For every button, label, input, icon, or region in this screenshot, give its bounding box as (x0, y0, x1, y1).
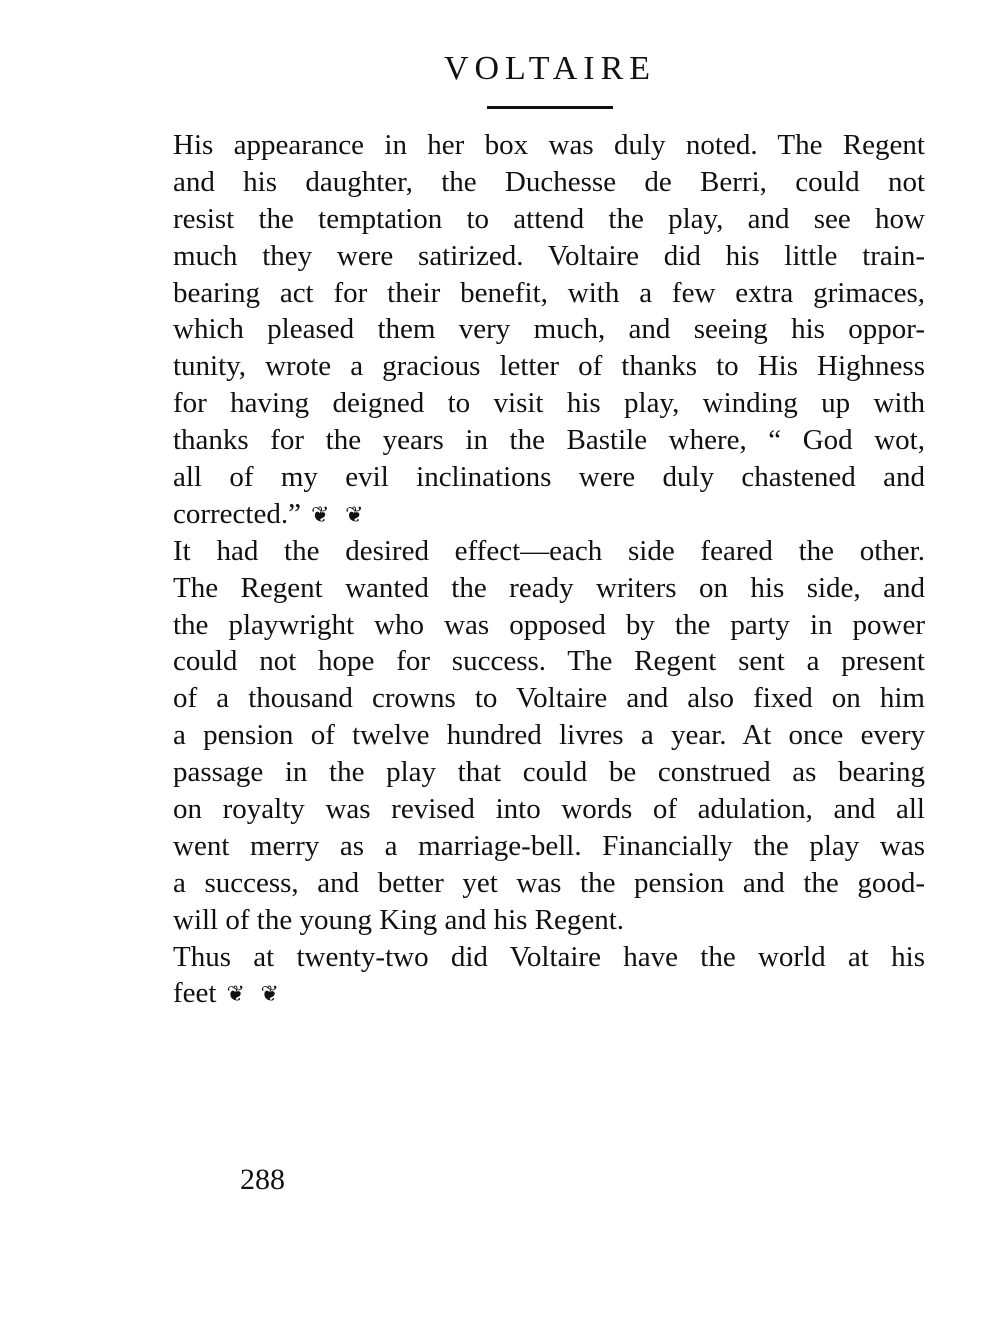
page-number: 288 (240, 1163, 285, 1196)
text-line: bearing act for their benefit, with a few extra grimaces, (173, 276, 925, 309)
text-line: It had the desired effect—each side feared the other. (173, 534, 925, 567)
text-line: could not hope for success. The Regent sent a present (173, 645, 925, 678)
paragraph-end-line (173, 975, 925, 1012)
text-line: of a thousand crowns to Voltaire and also fixed on him (173, 682, 925, 715)
text-line: will of the young King and his Regent. (173, 903, 625, 936)
fleuron-ornament-icon: ❦ ❦ (226, 982, 283, 1008)
text-line: resist the temptation to attend the play, and see how (173, 202, 925, 235)
text-line: a success, and better yet was the pension and the good- (173, 866, 925, 899)
text-line: and his daughter, the Duchesse de Berri, could not (173, 165, 925, 198)
fleuron-ornament-icon: ❦ ❦ (310, 502, 368, 528)
body-text (173, 127, 925, 1012)
text-line-content: corrected.” (173, 497, 301, 530)
text-line-content: feet (173, 977, 217, 1010)
text-line: on royalty was revised into words of adulation, and all (173, 793, 925, 826)
head-rule (487, 106, 613, 109)
text-line: thanks for the years in the Bastile where, “ God wot, (173, 424, 925, 457)
paragraph-end-line (173, 496, 925, 533)
text-line: for having deigned to visit his play, winding up with (173, 387, 925, 420)
text-line: the playwright who was opposed by the party in power (173, 608, 925, 641)
text-line: which pleased them very much, and seeing his oppor- (173, 313, 925, 346)
text-line: a pension of twelve hundred livres a year. At once every (173, 719, 925, 752)
text-line: went merry as a marriage-bell. Financially the play was (173, 829, 925, 862)
text-line: much they were satirized. Voltaire did his little train- (173, 239, 925, 272)
text-line: Thus at twenty-two did Voltaire have the world at his (173, 940, 925, 973)
text-line: passage in the play that could be construed as bearing (173, 756, 925, 789)
text-line: The Regent wanted the ready writers on his side, and (173, 571, 925, 604)
text-line: His appearance in her box was duly noted. The Regent (173, 129, 925, 161)
text-line: all of my evil inclinations were duly chastened and (173, 461, 925, 494)
text-line: tunity, wrote a gracious letter of thanks to His Highness (173, 350, 925, 383)
running-head: VOLTAIRE (443, 50, 657, 87)
